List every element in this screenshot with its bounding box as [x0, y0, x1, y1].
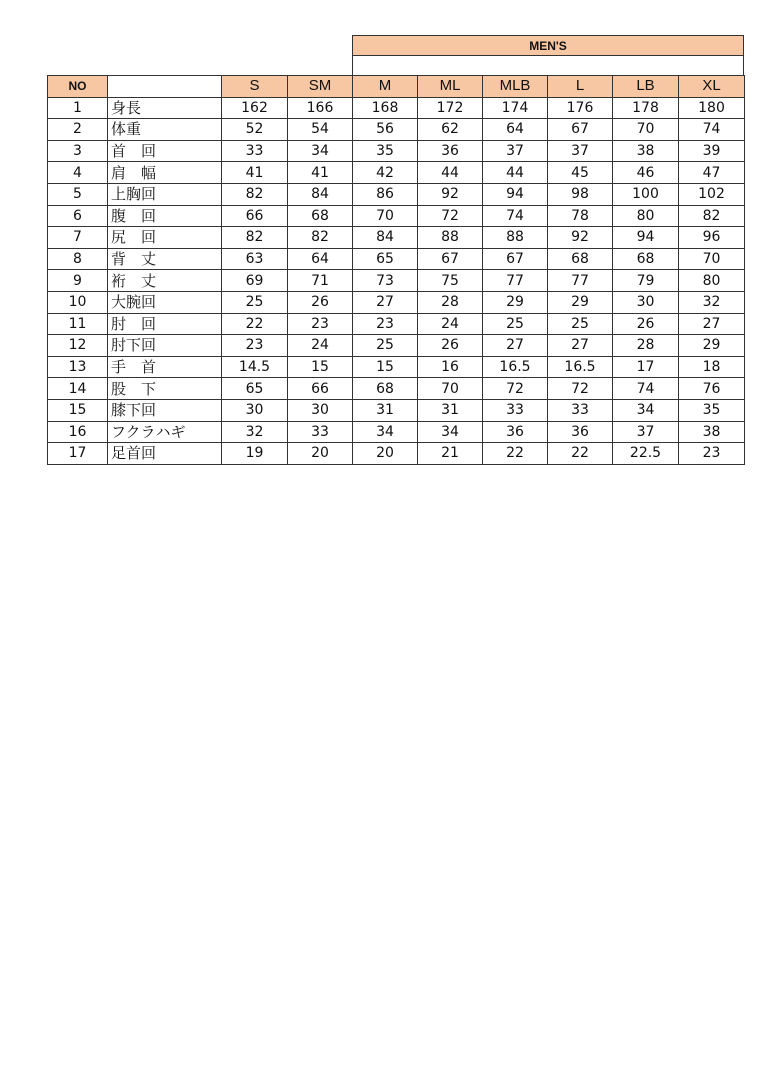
measurement-value: 67 [418, 248, 483, 270]
measurement-value: 172 [418, 97, 483, 119]
row-number: 5 [48, 183, 108, 205]
measurement-value: 84 [288, 183, 353, 205]
row-number: 14 [48, 378, 108, 400]
measurement-value: 34 [613, 399, 679, 421]
measurement-value: 63 [222, 248, 288, 270]
measurement-value: 38 [679, 421, 745, 443]
measurement-name: 裄 丈 [108, 270, 222, 292]
table-row [48, 205, 745, 227]
measurement-value: 72 [548, 378, 613, 400]
measurement-value: 33 [548, 399, 613, 421]
measurement-value: 180 [679, 97, 745, 119]
table-row [48, 270, 745, 292]
measurement-value: 33 [288, 421, 353, 443]
measurement-value: 176 [548, 97, 613, 119]
measurement-value: 86 [353, 183, 418, 205]
measurement-value: 34 [353, 421, 418, 443]
size-column-header: S [222, 76, 288, 98]
measurement-value: 80 [613, 205, 679, 227]
measurement-value: 15 [288, 356, 353, 378]
measurement-value: 29 [679, 335, 745, 357]
row-number: 10 [48, 291, 108, 313]
measurement-value: 22.5 [613, 443, 679, 465]
measurement-value: 45 [548, 162, 613, 184]
measurement-value: 27 [483, 335, 548, 357]
measurement-value: 34 [288, 140, 353, 162]
measurement-value: 15 [353, 356, 418, 378]
mens-group-header [352, 35, 744, 77]
measurement-value: 77 [483, 270, 548, 292]
measurement-value: 24 [418, 313, 483, 335]
measurement-value: 68 [353, 378, 418, 400]
measurement-value: 70 [613, 119, 679, 141]
measurement-value: 74 [613, 378, 679, 400]
measurement-value: 44 [418, 162, 483, 184]
measurement-value: 84 [353, 227, 418, 249]
measurement-value: 162 [222, 97, 288, 119]
measurement-value: 66 [288, 378, 353, 400]
measurement-value: 70 [353, 205, 418, 227]
measurement-value: 20 [288, 443, 353, 465]
measurement-value: 88 [483, 227, 548, 249]
measurement-name: 足首回 [108, 443, 222, 465]
measurement-name: 手 首 [108, 356, 222, 378]
measurement-value: 37 [613, 421, 679, 443]
row-number: 8 [48, 248, 108, 270]
table-row [48, 313, 745, 335]
measurement-value: 25 [222, 291, 288, 313]
measurement-value: 69 [222, 270, 288, 292]
row-number: 4 [48, 162, 108, 184]
item-column-header [108, 76, 222, 98]
measurement-value: 82 [679, 205, 745, 227]
measurement-value: 26 [418, 335, 483, 357]
measurement-value: 64 [288, 248, 353, 270]
measurement-value: 27 [353, 291, 418, 313]
measurement-value: 52 [222, 119, 288, 141]
measurement-value: 32 [222, 421, 288, 443]
measurement-value: 92 [418, 183, 483, 205]
measurement-value: 26 [288, 291, 353, 313]
measurement-value: 71 [288, 270, 353, 292]
measurement-value: 35 [353, 140, 418, 162]
measurement-value: 98 [548, 183, 613, 205]
table-row [48, 227, 745, 249]
measurement-value: 23 [222, 335, 288, 357]
table-row [48, 291, 745, 313]
table-body [48, 97, 745, 464]
measurement-name: 首 回 [108, 140, 222, 162]
measurement-value: 79 [613, 270, 679, 292]
measurement-value: 74 [483, 205, 548, 227]
measurement-value: 23 [288, 313, 353, 335]
measurement-value: 56 [353, 119, 418, 141]
size-column-header: LB [613, 76, 679, 98]
row-number: 9 [48, 270, 108, 292]
measurement-value: 67 [548, 119, 613, 141]
measurement-value: 25 [483, 313, 548, 335]
measurement-value: 88 [418, 227, 483, 249]
measurement-value: 17 [613, 356, 679, 378]
measurement-value: 36 [418, 140, 483, 162]
row-number: 2 [48, 119, 108, 141]
measurement-value: 37 [548, 140, 613, 162]
measurement-value: 30 [613, 291, 679, 313]
measurement-value: 36 [548, 421, 613, 443]
measurement-value: 31 [418, 399, 483, 421]
measurement-value: 31 [353, 399, 418, 421]
measurement-value: 68 [613, 248, 679, 270]
measurement-value: 66 [222, 205, 288, 227]
measurement-value: 44 [483, 162, 548, 184]
measurement-name: 体重 [108, 119, 222, 141]
measurement-value: 29 [483, 291, 548, 313]
size-column-header: SM [288, 76, 353, 98]
measurement-value: 65 [222, 378, 288, 400]
measurement-value: 28 [613, 335, 679, 357]
measurement-value: 80 [679, 270, 745, 292]
measurement-value: 27 [679, 313, 745, 335]
measurement-value: 82 [222, 183, 288, 205]
measurement-name: 股 下 [108, 378, 222, 400]
measurement-value: 22 [548, 443, 613, 465]
measurement-value: 47 [679, 162, 745, 184]
measurement-value: 26 [613, 313, 679, 335]
measurement-value: 25 [548, 313, 613, 335]
size-column-header: MLB [483, 76, 548, 98]
measurement-value: 23 [679, 443, 745, 465]
table-row [48, 162, 745, 184]
measurement-name: フクラハギ [108, 421, 222, 443]
row-number: 6 [48, 205, 108, 227]
measurement-value: 46 [613, 162, 679, 184]
measurement-name: 肘下回 [108, 335, 222, 357]
mens-subheader-blank [353, 56, 744, 77]
measurement-value: 33 [222, 140, 288, 162]
measurement-name: 上胸回 [108, 183, 222, 205]
measurement-value: 29 [548, 291, 613, 313]
measurement-value: 168 [353, 97, 418, 119]
measurement-value: 41 [222, 162, 288, 184]
measurement-value: 70 [679, 248, 745, 270]
measurement-value: 34 [418, 421, 483, 443]
measurement-value: 76 [679, 378, 745, 400]
measurement-value: 64 [483, 119, 548, 141]
table-row [48, 183, 745, 205]
measurement-value: 30 [288, 399, 353, 421]
measurement-name: 背 丈 [108, 248, 222, 270]
measurement-value: 65 [353, 248, 418, 270]
measurement-value: 54 [288, 119, 353, 141]
measurement-value: 23 [353, 313, 418, 335]
measurement-value: 94 [483, 183, 548, 205]
table-row [48, 335, 745, 357]
measurement-value: 92 [548, 227, 613, 249]
table-row [48, 140, 745, 162]
measurement-value: 102 [679, 183, 745, 205]
measurement-name: 肩 幅 [108, 162, 222, 184]
measurement-value: 78 [548, 205, 613, 227]
header-row [48, 76, 745, 98]
row-number: 17 [48, 443, 108, 465]
measurement-value: 68 [288, 205, 353, 227]
size-column-header: ML [418, 76, 483, 98]
measurement-value: 67 [483, 248, 548, 270]
size-column-header: M [353, 76, 418, 98]
row-number: 16 [48, 421, 108, 443]
mens-label: MEN'S [353, 36, 744, 56]
measurement-value: 32 [679, 291, 745, 313]
size-column-header: L [548, 76, 613, 98]
measurement-value: 94 [613, 227, 679, 249]
measurement-name: 腹 回 [108, 205, 222, 227]
measurement-value: 39 [679, 140, 745, 162]
table-row [48, 97, 745, 119]
measurement-value: 70 [418, 378, 483, 400]
measurement-name: 膝下回 [108, 399, 222, 421]
table-row [48, 248, 745, 270]
row-number: 3 [48, 140, 108, 162]
measurement-value: 16 [418, 356, 483, 378]
measurement-value: 42 [353, 162, 418, 184]
measurement-value: 72 [483, 378, 548, 400]
measurement-name: 尻 回 [108, 227, 222, 249]
measurement-value: 75 [418, 270, 483, 292]
measurement-name: 大腕回 [108, 291, 222, 313]
measurement-value: 16.5 [483, 356, 548, 378]
table-row [48, 399, 745, 421]
measurement-value: 68 [548, 248, 613, 270]
row-number: 15 [48, 399, 108, 421]
measurement-value: 82 [222, 227, 288, 249]
measurement-name: 肘 回 [108, 313, 222, 335]
measurement-value: 166 [288, 97, 353, 119]
table-row [48, 378, 745, 400]
measurement-value: 37 [483, 140, 548, 162]
table-row [48, 119, 745, 141]
measurement-name: 身長 [108, 97, 222, 119]
measurement-value: 20 [353, 443, 418, 465]
measurement-value: 19 [222, 443, 288, 465]
measurement-value: 30 [222, 399, 288, 421]
measurement-value: 22 [483, 443, 548, 465]
row-number: 7 [48, 227, 108, 249]
measurement-value: 82 [288, 227, 353, 249]
measurement-value: 18 [679, 356, 745, 378]
measurement-value: 14.5 [222, 356, 288, 378]
size-chart-table [47, 75, 745, 465]
size-column-header: XL [679, 76, 745, 98]
measurement-value: 24 [288, 335, 353, 357]
table-row [48, 443, 745, 465]
measurement-value: 62 [418, 119, 483, 141]
table-row [48, 356, 745, 378]
measurement-value: 100 [613, 183, 679, 205]
measurement-value: 25 [353, 335, 418, 357]
row-number: 13 [48, 356, 108, 378]
row-number: 11 [48, 313, 108, 335]
row-number: 1 [48, 97, 108, 119]
measurement-value: 27 [548, 335, 613, 357]
measurement-value: 96 [679, 227, 745, 249]
measurement-value: 41 [288, 162, 353, 184]
measurement-value: 74 [679, 119, 745, 141]
measurement-value: 38 [613, 140, 679, 162]
measurement-value: 77 [548, 270, 613, 292]
measurement-value: 178 [613, 97, 679, 119]
no-column-header: NO [48, 76, 108, 98]
measurement-value: 21 [418, 443, 483, 465]
measurement-value: 33 [483, 399, 548, 421]
measurement-value: 35 [679, 399, 745, 421]
measurement-value: 72 [418, 205, 483, 227]
row-number: 12 [48, 335, 108, 357]
table-row [48, 421, 745, 443]
measurement-value: 16.5 [548, 356, 613, 378]
measurement-value: 73 [353, 270, 418, 292]
measurement-value: 22 [222, 313, 288, 335]
measurement-value: 28 [418, 291, 483, 313]
measurement-value: 36 [483, 421, 548, 443]
measurement-value: 174 [483, 97, 548, 119]
